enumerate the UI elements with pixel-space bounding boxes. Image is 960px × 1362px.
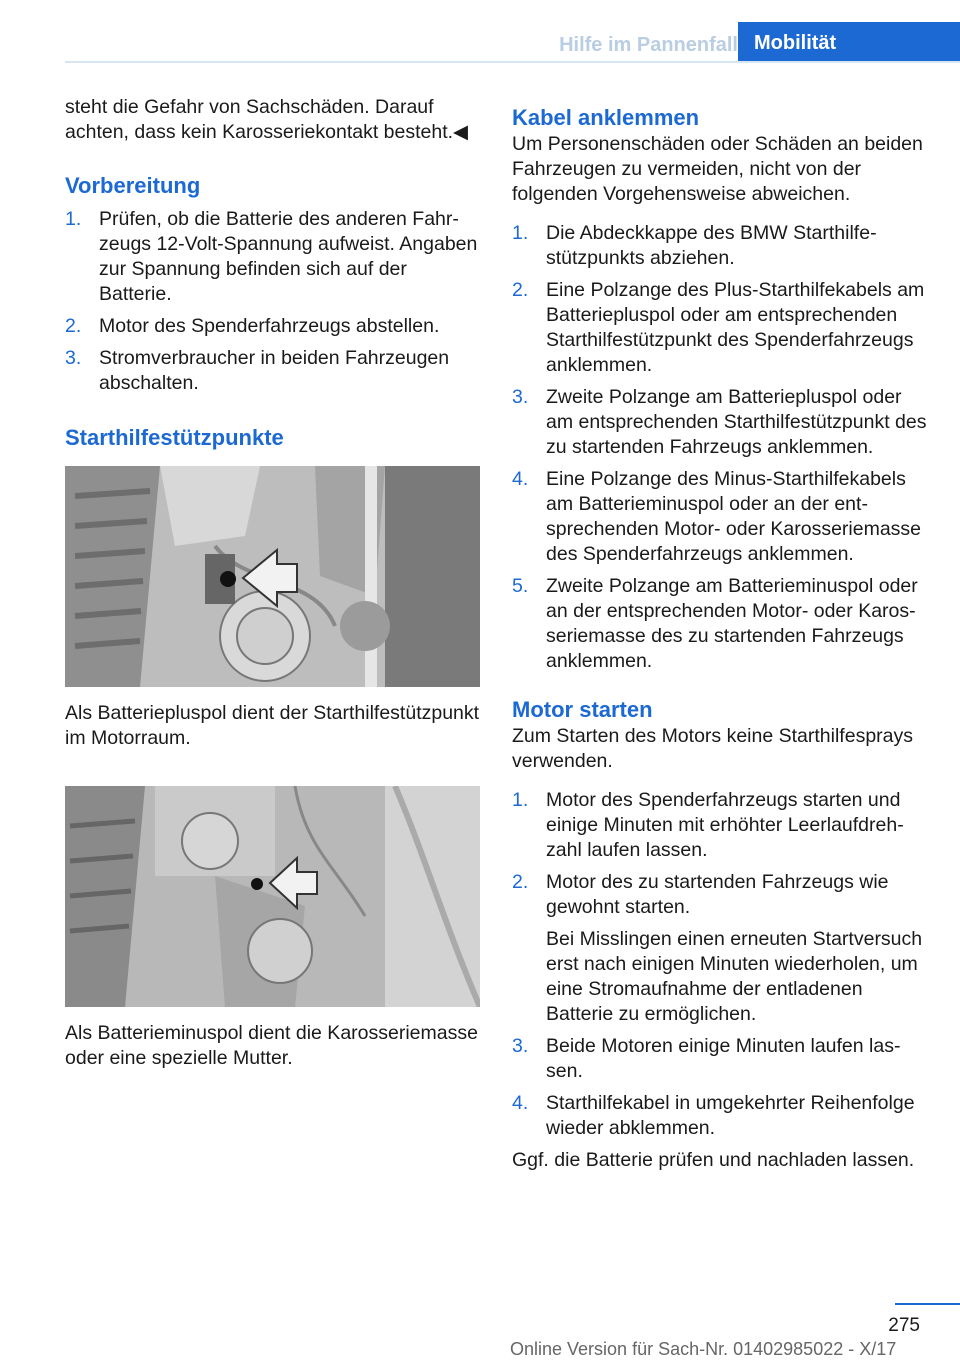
step-number: 2.: [512, 871, 529, 893]
heading-starthilfestuetzpunkte: Starthilfestützpunkte: [65, 425, 284, 450]
caption-negative-pole: Als Batterieminuspol dient die Karosseriemasse oder eine spezielle Mutter.: [65, 1022, 478, 1069]
step-text: Starthilfekabel in umgekehrter Reihenfolge wieder abklemmen.: [546, 1092, 915, 1139]
heading-kabel-anklemmen: Kabel anklemmen: [512, 105, 700, 130]
list-item: [65, 314, 480, 339]
step-number: 2.: [512, 279, 529, 301]
caption-positive-pole: Als Batteriepluspol dient der Starthilfestützpunkt im Motorraum.: [65, 702, 480, 749]
list-item: [512, 870, 930, 1027]
list-item: [512, 467, 930, 567]
list-item: [512, 221, 930, 271]
step-number: 1.: [512, 222, 529, 244]
step-text: Beide Motoren einige Minuten laufen lassen.: [546, 1035, 901, 1082]
step-number: 3.: [512, 386, 529, 408]
list-item: [512, 574, 930, 674]
step-text: Eine Polzange des Plus-Starthilfekabels am Batteriepluspol oder am entsprechenden Starthilfestützpunkt des Spenderfahrzeugs anklemmen.: [546, 279, 925, 376]
step-number: 3.: [512, 1035, 529, 1057]
step-text: Motor des Spenderfahrzeugs starten und einige Minuten mit erhöhter Leerlaufdrehzahl laufen lassen.: [546, 789, 904, 861]
engine-bay-photo-negative: [65, 786, 480, 1007]
step-number: 5.: [512, 575, 529, 597]
page-number: 275: [888, 1315, 920, 1336]
step-text: Die Abdeckkappe des BMW Starthilfestützpunkts abziehen.: [546, 222, 877, 269]
clamp-step-list: [512, 221, 930, 674]
step-text: Stromverbraucher in beiden Fahrzeugen abschalten.: [99, 347, 450, 394]
list-item: [65, 207, 480, 307]
list-item: [512, 385, 930, 460]
engine-bay-photo-positive: [65, 466, 480, 687]
header-divider: [65, 61, 960, 63]
list-item: [512, 1034, 930, 1084]
step-number: 4.: [512, 1092, 529, 1114]
header-section-title: Hilfe im Pannenfall: [559, 34, 738, 56]
heading-vorbereitung: Vorbereitung: [65, 173, 201, 198]
step-text: Motor des zu startenden Fahrzeugs wie gewohnt starten.: [546, 871, 889, 918]
footer-divider: [895, 1303, 960, 1305]
left-column: [65, 95, 480, 1071]
step-text: Eine Polzange des Minus-Starthilfekabels am Batterieminuspol oder an der entsprechenden Motor- oder Karosseriemasse des Spenderfahrzeugs anklemmen.: [546, 468, 922, 565]
step-text: Zweite Polzange am Batterieminuspol oder an der entsprechenden Motor- oder Karosseriemasse des zu startenden Fahrzeugs anklemmen.: [546, 575, 918, 672]
intro-text-line1: steht die Gefahr von Sachschäden. Darauf: [65, 96, 434, 118]
intro-text-line2: achten, dass kein Karosseriekontakt besteht.◀: [65, 121, 469, 143]
step-number: 1.: [65, 208, 82, 230]
step-subtext: Bei Misslingen einen erneuten Startversuch erst nach einigen Minuten wiederholen, um eine Stromaufnahme der entladenen Batterie zu ermöglichen.: [546, 928, 923, 1025]
closing-text: Ggf. die Batterie prüfen und nachladen lassen.: [512, 1149, 915, 1171]
prep-step-list: [65, 207, 480, 396]
list-item: [65, 346, 480, 396]
step-number: 2.: [65, 315, 82, 337]
list-item: [512, 278, 930, 378]
step-number: 1.: [512, 789, 529, 811]
start-intro: Zum Starten des Motors keine Starthilfesprays verwenden.: [512, 725, 913, 772]
right-column: [512, 104, 930, 1173]
heading-motor-starten: Motor starten: [512, 697, 653, 722]
online-version-text: Online Version für Sach-Nr. 01402985022 - X/17: [510, 1339, 897, 1359]
step-text: Motor des Spenderfahrzeugs abstellen.: [99, 315, 440, 337]
step-text: Prüfen, ob die Batterie des anderen Fahrzeugs 12-Volt-Spannung aufweist. Angaben zur Spannung befinden sich auf der Batterie.: [99, 208, 478, 305]
list-item: [512, 788, 930, 863]
header-chapter-tab: Mobilität: [738, 22, 960, 63]
list-item: [512, 1091, 930, 1141]
clamp-intro: Um Personenschäden oder Schäden an beiden Fahrzeugen zu vermeiden, nicht von der folgenden Vorgehensweise abweichen.: [512, 133, 923, 205]
step-number: 3.: [65, 347, 82, 369]
step-text: Zweite Polzange am Batteriepluspol oder am entsprechenden Starthilfestützpunkt des zu startenden Fahrzeugs anklemmen.: [546, 386, 927, 458]
step-number: 4.: [512, 468, 529, 490]
start-step-list: [512, 788, 930, 1141]
